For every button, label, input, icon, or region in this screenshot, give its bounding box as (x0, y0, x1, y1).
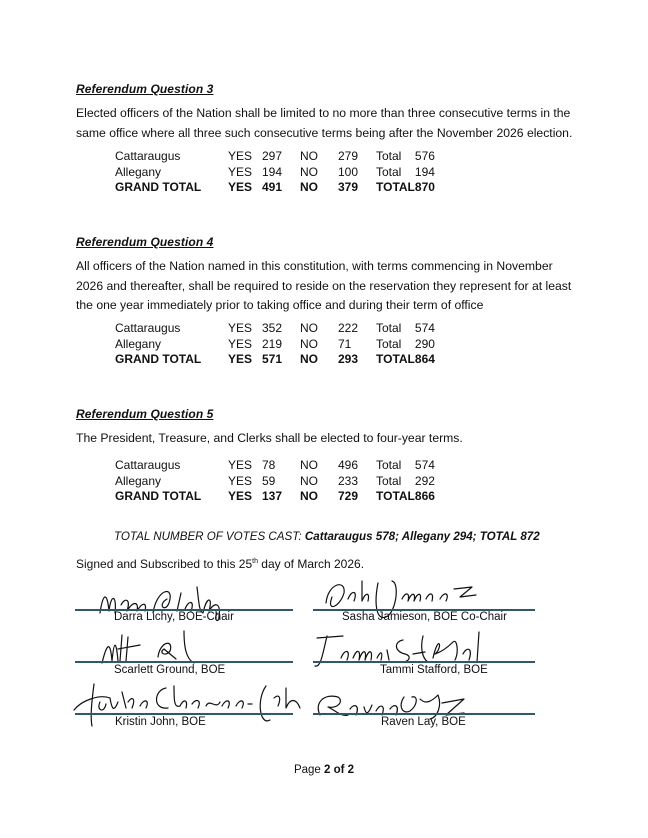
yes-count: 194 (262, 164, 283, 179)
total-count: 870 (414, 180, 435, 194)
total-count: 292 (414, 473, 435, 488)
yes-label: YES (228, 336, 253, 351)
no-count: 729 (338, 489, 359, 503)
total-count: 576 (414, 149, 435, 163)
signature-line (313, 713, 535, 715)
votes-cast-label: TOTAL NUMBER OF VOTES CAST: (114, 530, 302, 543)
question-3-text: Elected officers of the Nation shall be limited to no more than three consecutive terms in the same office where all three such consecutive terms being after the November 2026 election. (76, 106, 573, 140)
result-row-grand-total (115, 489, 455, 505)
signatory-name: Tammi Stafford, BOE (380, 664, 488, 676)
location-name: Allegany (115, 336, 162, 351)
no-count: 379 (338, 180, 359, 194)
yes-label: YES (228, 321, 253, 335)
location-name: Allegany (115, 164, 162, 179)
no-label: NO (300, 489, 318, 503)
no-label: NO (300, 180, 318, 194)
yes-count: 297 (262, 149, 283, 163)
total-label: Total (376, 458, 402, 472)
question-3-results (115, 149, 455, 196)
yes-label: YES (228, 489, 253, 503)
question-3-heading: Referendum Question 3 (76, 82, 214, 96)
result-row-allegany (115, 337, 455, 353)
yes-count: 219 (262, 336, 283, 351)
question-4-heading: Referendum Question 4 (76, 235, 214, 249)
total-count: 574 (414, 458, 435, 472)
no-label: NO (300, 458, 318, 472)
signed-statement (76, 557, 364, 571)
no-label: NO (300, 473, 318, 488)
result-row-cattaraugus (115, 149, 455, 165)
question-5-heading: Referendum Question 5 (76, 407, 214, 421)
result-row-grand-total (115, 352, 455, 368)
yes-count: 78 (262, 458, 276, 472)
location-name: GRAND TOTAL (115, 180, 202, 194)
location-name: Cattaraugus (115, 149, 181, 163)
location-name: GRAND TOTAL (115, 352, 202, 366)
total-label: Total (376, 473, 402, 488)
total-label: Total (376, 336, 402, 351)
result-row-cattaraugus (115, 458, 455, 474)
location-name: Cattaraugus (115, 321, 181, 335)
location-name: Cattaraugus (115, 458, 181, 472)
yes-count: 59 (262, 473, 276, 488)
no-label: NO (300, 321, 318, 335)
yes-label: YES (228, 149, 253, 163)
yes-label: YES (228, 458, 253, 472)
total-label: TOTAL (376, 489, 415, 503)
signature-line (75, 661, 293, 663)
total-label: Total (376, 321, 402, 335)
signature-line (75, 713, 293, 715)
signatory-name: Sasha Jamieson, BOE Co-Chair (342, 611, 507, 623)
total-count: 194 (414, 164, 435, 179)
total-label: TOTAL (376, 352, 415, 366)
total-label: TOTAL (376, 180, 415, 194)
question-4-results (115, 321, 455, 368)
no-count: 100 (338, 164, 359, 179)
question-5-results (115, 458, 455, 505)
no-count: 222 (338, 321, 359, 335)
total-count: 574 (414, 321, 435, 335)
page-of-label: of (330, 764, 348, 776)
yes-label: YES (228, 164, 253, 179)
no-count: 233 (338, 473, 359, 488)
location-name: Allegany (115, 473, 162, 488)
total-label: Total (376, 164, 402, 179)
votes-cast-detail: Cattaraugus 578; Allegany 294; TOTAL 872 (304, 530, 540, 543)
no-label: NO (300, 336, 318, 351)
result-row-allegany (115, 165, 455, 181)
question-4-text: All officers of the Nation named in this constitution, with terms commencing in November 2026 and thereafter, shall be required to reside on the reservation they represent for at least the one year immediately prior to taking office and during their term of office (76, 259, 572, 312)
signatory-name: Scarlett Ground, BOE (114, 664, 226, 676)
no-count: 496 (338, 458, 359, 472)
no-label: NO (300, 164, 318, 179)
page-number (0, 764, 648, 776)
yes-label: YES (228, 473, 253, 488)
no-count: 71 (338, 336, 352, 351)
signed-suffix: day of March 2026. (257, 557, 365, 571)
total-count: 290 (414, 336, 435, 351)
signatory-name: Kristin John, BOE (115, 716, 206, 728)
page-label: Page (293, 764, 324, 776)
result-row-allegany (115, 474, 455, 490)
total-votes-cast (114, 530, 540, 543)
signature-scarlett-ground (98, 627, 218, 669)
yes-count: 571 (262, 352, 283, 366)
no-label: NO (300, 352, 318, 366)
yes-label: YES (228, 352, 253, 366)
signed-ordinal: th (252, 558, 258, 565)
total-pages: 2 (347, 764, 355, 776)
location-name: GRAND TOTAL (115, 489, 202, 503)
result-row-grand-total (115, 180, 455, 196)
no-count: 279 (338, 149, 359, 163)
signatory-name: Raven Lay, BOE (381, 716, 466, 728)
yes-count: 137 (262, 489, 283, 503)
question-5-text: The President, Treasure, and Clerks shall be elected to four-year terms. (76, 431, 463, 445)
no-count: 293 (338, 352, 359, 366)
signed-prefix: Signed and Subscribed to this 25 (76, 557, 253, 571)
no-label: NO (300, 149, 318, 163)
result-row-cattaraugus (115, 321, 455, 337)
total-count: 866 (414, 489, 435, 503)
yes-count: 491 (262, 180, 283, 194)
yes-label: YES (228, 180, 253, 194)
yes-count: 352 (262, 321, 283, 335)
total-label: Total (376, 149, 402, 163)
current-page: 2 (324, 764, 331, 776)
signatory-name: Darra Lichy, BOE-Chair (114, 611, 234, 623)
total-count: 864 (414, 352, 435, 366)
signature-line (313, 661, 535, 663)
